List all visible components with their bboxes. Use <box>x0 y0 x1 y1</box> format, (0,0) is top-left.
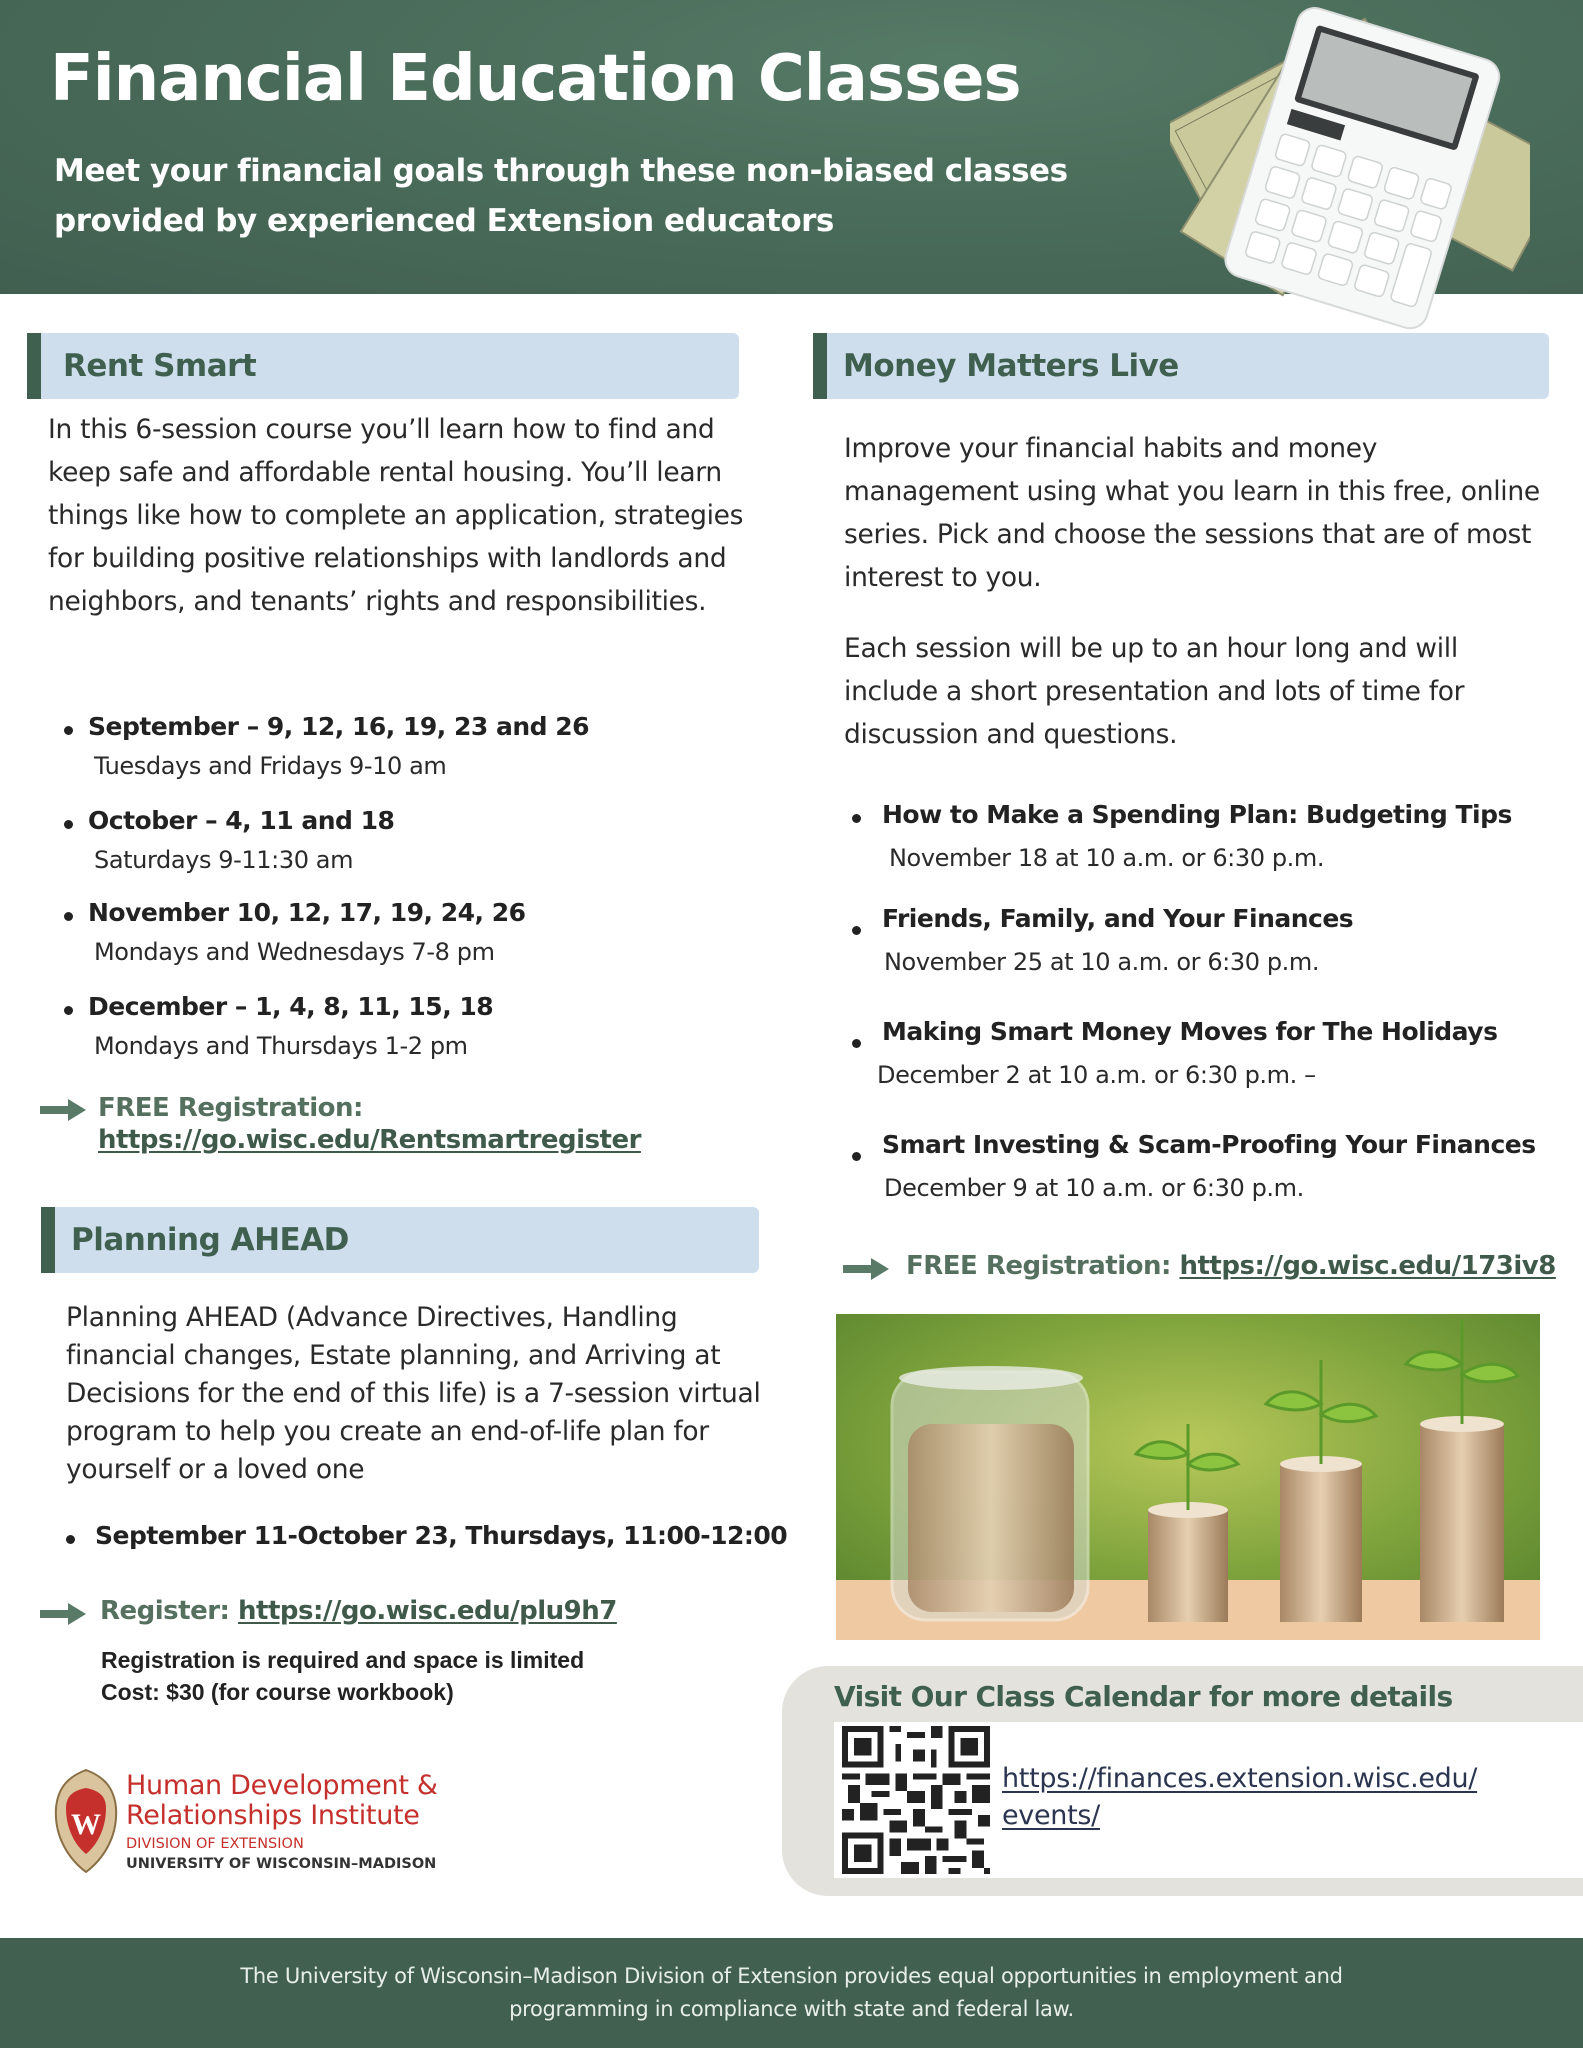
subtitle-line-1: Meet your financial goals through these non-biased classes <box>54 153 1068 189</box>
class-calendar-box <box>782 1666 1583 1896</box>
bullet-icon <box>64 912 73 921</box>
money-matters-description-2: Each session will be up to an hour long and will include a short presentation and lots of time for discussion and questions. <box>844 633 1465 750</box>
planning-ahead-registration <box>100 1596 617 1626</box>
calculator-money-image <box>1170 0 1530 330</box>
bullet-icon <box>852 1039 861 1048</box>
logo-division: DIVISION OF EXTENSION <box>126 1836 304 1852</box>
planning-ahead-title: Planning AHEAD <box>71 1222 349 1258</box>
footer <box>0 1938 1583 2048</box>
rent-smart-registration <box>98 1092 641 1156</box>
money-matters-registration <box>906 1251 1556 1281</box>
svg-text:W: W <box>71 1808 101 1841</box>
header-subtitle <box>54 146 1134 246</box>
money-matters-register-link[interactable]: https://go.wisc.edu/173iv8 <box>1179 1251 1556 1281</box>
registration-label: FREE Registration: <box>98 1093 363 1123</box>
calendar-content <box>834 1722 1583 1878</box>
bullet-icon <box>64 1006 73 1015</box>
money-matters-title: Money Matters Live <box>843 348 1179 384</box>
registration-label: FREE Registration: <box>906 1251 1171 1281</box>
arrow-right-icon <box>843 1258 889 1280</box>
cost-note: Cost: $30 (for course workbook) <box>101 1679 454 1705</box>
rent-smart-description: In this 6-session course you’ll learn how to find and keep safe and affordable rental housing. You’ll learn things like how to complete an application, strategies for building positive relationships with landlords and neighbors, and tenants’ rights and responsibilities. <box>48 414 744 617</box>
logo-line-2: Relationships Institute <box>126 1800 420 1831</box>
arrow-right-icon <box>40 1603 86 1625</box>
page-title: Financial Education Classes <box>50 42 1021 116</box>
rent-smart-title: Rent Smart <box>63 348 257 384</box>
qr-code-icon[interactable] <box>842 1726 990 1874</box>
planning-ahead-register-link[interactable]: https://go.wisc.edu/plu9h7 <box>238 1596 617 1626</box>
rent-smart-heading <box>27 333 739 399</box>
logo-line-1: Human Development & <box>126 1770 438 1801</box>
arrow-right-icon <box>40 1099 86 1121</box>
bullet-icon <box>64 726 73 735</box>
registration-label: Register: <box>100 1596 230 1626</box>
bullet-icon <box>852 1152 861 1161</box>
money-matters-description-1: Improve your financial habits and money management using what you learn in this free, online series. Pick and choose the sessions that are of most interest to you. <box>844 433 1540 593</box>
planning-ahead-heading <box>41 1207 759 1273</box>
calendar-events-link[interactable]: https://finances.extension.wisc.edu/ events/ <box>1002 1763 1478 1831</box>
subtitle-line-2: provided by experienced Extension educators <box>54 203 834 239</box>
money-matters-heading <box>813 333 1549 399</box>
bullet-icon <box>852 814 861 823</box>
planning-ahead-note <box>101 1644 584 1708</box>
logo-university: UNIVERSITY OF WISCONSIN–MADISON <box>126 1856 437 1872</box>
registration-required-note: Registration is required and space is limited <box>101 1647 585 1673</box>
coins-plants-photo <box>836 1314 1540 1640</box>
planning-ahead-description: Planning AHEAD (Advance Directives, Handling financial changes, Estate planning, and Arriving at Decisions for the end of this life) is a 7-session virtual program to help you create an end-of-life plan for yourself or a loved one <box>66 1302 761 1485</box>
calendar-title: Visit Our Class Calendar for more details <box>834 1680 1453 1713</box>
bullet-icon <box>66 1535 75 1544</box>
equal-opportunity-statement: The University of Wisconsin–Madison Division of Extension provides equal opportunities in employment and programming in compliance with state and federal law. <box>240 1964 1343 2021</box>
bullet-icon <box>64 820 73 829</box>
bullet-icon <box>852 926 861 935</box>
rent-smart-register-link[interactable]: https://go.wisc.edu/Rentsmartregister <box>98 1125 641 1155</box>
hdri-logo <box>50 1768 470 1878</box>
uw-crest-icon <box>50 1768 122 1874</box>
